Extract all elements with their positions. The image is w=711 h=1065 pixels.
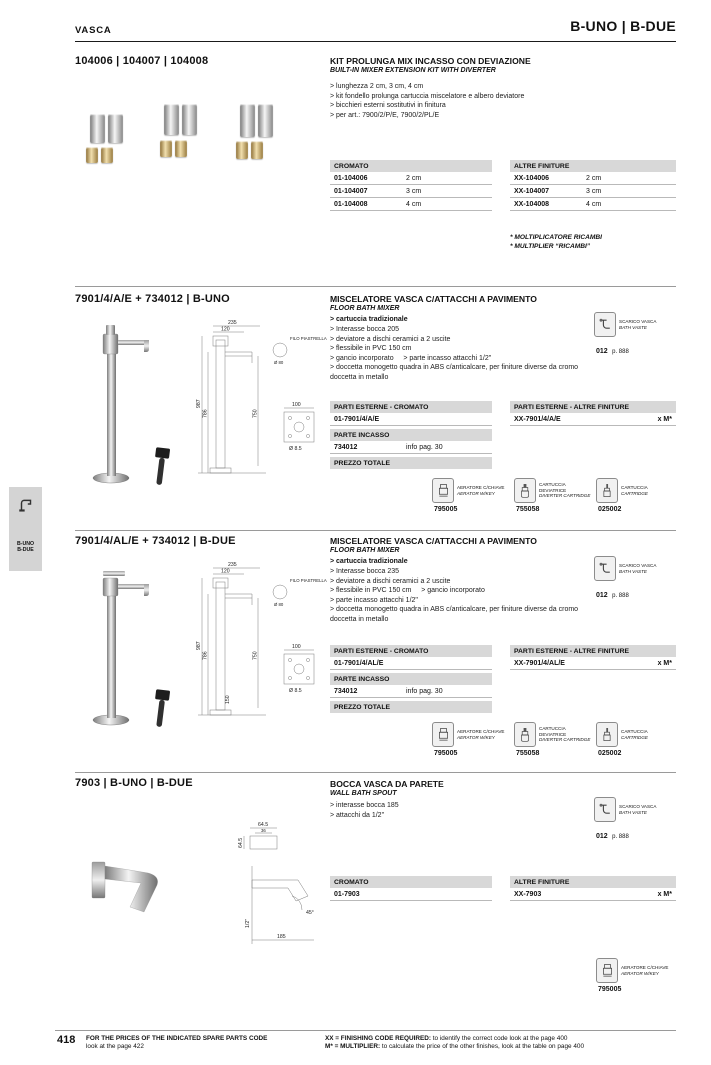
bullet: > kit fondello prolunga cartuccia miscelatore e albero deviatore — [330, 92, 525, 100]
product-code: XX-104008 — [514, 200, 550, 208]
section2-code-heading: 7901/4/A/E + 734012 | B-UNO — [75, 293, 230, 305]
product-code: XX-7901/4/AL/E — [514, 659, 565, 667]
dim-label: 235 — [228, 320, 237, 326]
bath-waste-page: p. 888 — [612, 834, 629, 840]
section4-technical-drawing — [222, 818, 337, 963]
spare-diverter-cartridge — [514, 478, 594, 513]
spare-label-it: AERATORE C/CHIAVE — [621, 965, 669, 970]
bullet: > doccetta monogetto quadra in ABS c/anticalcare, per finiture diverse da cromo doccetta in metallo — [330, 364, 579, 381]
dim-label: 185 — [277, 934, 286, 940]
page-number: 418 — [57, 1034, 76, 1046]
chrome-cylinder — [182, 104, 197, 135]
dim-label: 786 — [202, 651, 209, 660]
note-multiplier-it: * MOLTIPLICATORE RICAMBI — [510, 234, 602, 241]
section1-product-photo — [80, 92, 315, 168]
bullet: > Interasse bocca 205 — [330, 326, 400, 333]
section4-code-heading: 7903 | B-UNO | B-DUE — [75, 777, 193, 789]
product-size: 2 cm — [406, 174, 422, 182]
spare-diverter-cartridge — [514, 722, 594, 757]
table-header-cromato: CROMATO — [330, 160, 492, 172]
spare-cartridge — [596, 722, 676, 757]
spare-code: 795005 — [598, 986, 622, 993]
section1-table-cromato — [330, 160, 492, 211]
section-divider — [75, 530, 676, 531]
table-row — [510, 185, 676, 198]
dim-label: 120 — [221, 326, 230, 333]
section3-table-parti-esterne-altre — [510, 645, 676, 670]
table-row — [510, 888, 676, 901]
bullet: > doccetta monogetto quadra in ABS c/anticalcare, per finiture diverse da cromo doccetta in metallo — [330, 606, 579, 623]
section2-bullets — [330, 325, 588, 383]
aerator-icon — [432, 478, 454, 503]
header-category: VASCA — [75, 25, 112, 36]
bath-waste-page: p. 888 — [612, 349, 629, 355]
wall-spout-image — [84, 846, 199, 931]
dim-label: FILO PIASTRELLA — [290, 578, 327, 583]
dim-label: 750 — [252, 651, 259, 660]
brass-cylinder — [160, 140, 172, 157]
dim-label: Ø 80 — [274, 602, 284, 607]
floor-mixer-image — [82, 306, 192, 496]
section4-table-cromato — [330, 876, 492, 901]
tab-label-2: B-DUE — [17, 547, 34, 554]
product-size: 3 cm — [406, 187, 422, 195]
spare-label-it: AERATORE C/CHIAVE — [457, 729, 505, 734]
table-header: PARTI ESTERNE - ALTRE FINITURE — [510, 401, 676, 413]
table-row — [330, 185, 492, 198]
dim-label: Ø 8.5 — [289, 446, 302, 452]
bath-waste-label-it: SCARICO VASCA — [619, 563, 657, 568]
diverter-cartridge-icon — [514, 722, 536, 747]
section2-table-parte-incasso — [330, 429, 492, 454]
section3-bullets — [330, 567, 588, 625]
dim-label: 786 — [202, 409, 209, 418]
bath-waste-page: p. 888 — [612, 593, 629, 599]
floor-mixer-image — [82, 548, 192, 738]
multiplier-flag: x M* — [657, 890, 672, 898]
bullet: > lunghezza 2 cm, 3 cm, 4 cm — [330, 83, 424, 90]
footer-xx-plain: to identify the correct code look at the page 400 — [431, 1035, 568, 1042]
dim-label: 987 — [196, 399, 202, 408]
section4-bath-waste-ref — [594, 797, 678, 843]
spare-code: 755058 — [516, 750, 540, 757]
section4-table-altre-finiture — [510, 876, 676, 901]
header-series: B-UNO | B-DUE — [570, 18, 676, 34]
spare-label-it: CARTUCCIA — [621, 729, 648, 734]
dim-label: 987 — [196, 641, 202, 650]
chrome-cylinder — [240, 104, 255, 137]
section2-title: MISCELATORE VASCA C/ATTACCHI A PAVIMENTO — [330, 294, 537, 304]
table-row — [330, 198, 492, 211]
table-header: PARTI ESTERNE - CROMATO — [330, 401, 492, 413]
footer-rule — [55, 1030, 676, 1031]
header-rule — [75, 41, 676, 42]
table-row — [510, 198, 676, 211]
spare-code: 795005 — [434, 750, 458, 757]
footer-left-note — [86, 1035, 316, 1052]
section3-product-photo — [82, 548, 192, 743]
product-size: 4 cm — [406, 200, 422, 208]
bullet: > per art.: 7900/2/P/E, 7900/2/PL/E — [330, 111, 440, 119]
diverter-cartridge-icon — [514, 478, 536, 503]
section-divider — [75, 772, 676, 773]
brass-cylinder — [251, 141, 263, 159]
section1-subtitle: BUILT-IN MIXER EXTENSION KIT WITH DIVERTER — [330, 67, 496, 74]
chrome-cylinder — [258, 104, 273, 137]
spare-label-en: CARTRIDGE — [621, 734, 648, 740]
section3-table-parti-esterne-cromato — [330, 645, 492, 670]
brass-cylinder — [101, 147, 113, 163]
section2-table-prezzo-totale — [330, 457, 492, 469]
table-row — [330, 657, 492, 670]
table-header: PREZZO TOTALE — [330, 701, 492, 713]
spare-label-en: AERATOR W/KEY — [621, 970, 659, 976]
note-multiplier-en: * MULTIPLIER “RICAMBI” — [510, 243, 591, 251]
table-row — [330, 888, 492, 901]
dim-label: 100 — [292, 402, 301, 408]
dim-label: 750 — [252, 409, 259, 418]
dim-label: 120 — [221, 568, 230, 575]
bullet: > deviatore a dischi ceramici a 2 uscite — [330, 335, 451, 343]
section3-table-prezzo-totale — [330, 701, 492, 713]
dim-label: Ø 80 — [274, 360, 284, 365]
spare-label-it: CARTUCCIA — [621, 485, 648, 490]
bath-waste-label-en: BATH VASTE — [619, 324, 647, 330]
bullet: > parte incasso attacchi 1/2" — [330, 596, 418, 604]
bullet: > gancio incorporato > parte incasso attacchi 1/2" — [330, 354, 492, 362]
product-code: 734012 — [334, 443, 358, 451]
dim-label: 235 — [228, 562, 237, 568]
table-row — [330, 172, 492, 185]
section1-title: KIT PROLUNGA MIX INCASSO CON DEVIAZIONE — [330, 56, 531, 66]
dim-label: 64.5 — [258, 822, 269, 828]
bath-waste-label-en: BATH VASTE — [619, 568, 647, 574]
section3-title: MISCELATORE VASCA C/ATTACCHI A PAVIMENTO — [330, 536, 537, 546]
bath-waste-code: 012 — [596, 348, 608, 355]
product-code: XX-104007 — [514, 187, 550, 195]
brass-cylinder — [236, 141, 248, 159]
section3-bullet-bold: > cartuccia tradizionale — [330, 558, 408, 565]
product-code: 01-7901/4/A/E — [334, 415, 380, 423]
cartridge-icon — [596, 722, 618, 747]
bath-waste-icon — [594, 797, 616, 822]
product-size: 4 cm — [586, 200, 602, 208]
aerator-icon — [432, 722, 454, 747]
section1-notes — [510, 233, 676, 252]
section2-subtitle: FLOOR BATH MIXER — [330, 305, 400, 312]
section3-technical-drawing — [196, 558, 336, 738]
section1-bullets — [330, 82, 674, 120]
bath-waste-label-it: SCARICO VASCA — [619, 319, 657, 324]
aerator-icon — [596, 958, 618, 983]
dim-label: 64.5 — [238, 837, 244, 848]
chrome-cylinder — [90, 114, 105, 143]
product-code: 01-104007 — [334, 187, 368, 195]
tab-label-1: B-UNO — [16, 541, 34, 547]
spare-label-en: AERATOR W/KEY — [457, 490, 495, 496]
section-divider — [75, 286, 676, 287]
spare-label-en: AERATOR W/KEY — [457, 734, 495, 740]
spare-label-it: AERATORE C/CHIAVE — [457, 485, 505, 490]
product-code: XX-104006 — [514, 174, 550, 182]
bullet: > attacchi da 1/2" — [330, 811, 385, 819]
hand-shower-image — [152, 689, 170, 727]
product-code: XX-7903 — [514, 890, 542, 898]
table-header-altre: ALTRE FINITURE — [510, 160, 676, 172]
chrome-cylinder — [108, 114, 123, 143]
footer-left-bold: FOR THE PRICES OF THE INDICATED SPARE PARTS CODE — [86, 1035, 268, 1042]
thumb-index-tab — [9, 487, 42, 571]
table-row — [510, 172, 676, 185]
spare-label-it2: DEVIATRICE — [539, 487, 567, 493]
product-size: 3 cm — [586, 187, 602, 195]
footer-right-note — [325, 1035, 685, 1052]
chrome-cylinder — [164, 104, 179, 135]
spare-aerator — [432, 722, 512, 757]
product-size: 2 cm — [586, 174, 602, 182]
product-code: 01-7901/4/AL/E — [334, 659, 384, 667]
dim-label: 45° — [306, 910, 314, 916]
faucet-icon — [17, 495, 35, 513]
table-row — [330, 413, 492, 426]
bullet: > interasse bocca 185 — [330, 802, 399, 809]
section1-code-heading: 104006 | 104007 | 104008 — [75, 55, 209, 67]
section1-table-altre-finiture — [510, 160, 676, 211]
dim-label: FILO PIASTRELLA — [290, 336, 327, 341]
bullet: > flessibile in PVC 150 cm > gancio incorporato — [330, 587, 485, 595]
section2-technical-drawing — [196, 316, 336, 496]
section2-bath-waste-ref — [594, 312, 678, 358]
brass-cylinder — [86, 147, 98, 163]
spare-code: 025002 — [598, 506, 622, 513]
section2-table-parti-esterne-altre — [510, 401, 676, 426]
section4-subtitle: WALL BATH SPOUT — [330, 790, 397, 797]
bath-waste-icon — [594, 312, 616, 337]
dim-label: 1/2" — [245, 918, 251, 928]
bath-waste-icon — [594, 556, 616, 581]
spare-label-it2: DEVIATRICE — [539, 731, 567, 737]
brass-cylinder — [175, 140, 187, 157]
dim-label: 150 — [225, 695, 231, 704]
bullet: > deviatore a dischi ceramici a 2 uscite — [330, 577, 451, 585]
bath-waste-code: 012 — [596, 833, 608, 840]
table-row — [510, 657, 676, 670]
section3-table-parte-incasso — [330, 673, 492, 698]
product-code: 734012 — [334, 687, 358, 695]
section3-code-heading: 7901/4/AL/E + 734012 | B-DUE — [75, 535, 236, 547]
section2-table-parti-esterne-cromato — [330, 401, 492, 426]
dim-label: 100 — [292, 644, 301, 650]
cartridge-icon — [596, 478, 618, 503]
product-code: XX-7901/4/A/E — [514, 415, 561, 423]
spare-code: 795005 — [434, 506, 458, 513]
footer-left-plain: look at the page 422 — [86, 1043, 144, 1051]
footer-m-bold: M* = MULTIPLIER: — [325, 1043, 381, 1051]
multiplier-flag: x M* — [657, 659, 672, 667]
spare-label-en: DIVERTER CARTRIDGE — [539, 493, 591, 499]
bullet: > flessibile in PVC 150 cm — [330, 345, 412, 353]
dim-label: 36 — [261, 828, 266, 833]
dim-label: Ø 8.5 — [289, 688, 302, 694]
bath-waste-label-en: BATH VASTE — [619, 809, 647, 815]
bullet: > bicchieri esterni sostitutivi in finitura — [330, 102, 446, 110]
table-row — [510, 413, 676, 426]
footer-xx-bold: XX = FINISHING CODE REQUIRED: — [325, 1035, 431, 1042]
footer-m-line — [325, 1043, 685, 1051]
section2-bullet-bold: > cartuccia tradizionale — [330, 316, 408, 323]
section3-bath-waste-ref — [594, 556, 678, 602]
section2-product-photo — [82, 306, 192, 501]
section4-title: BOCCA VASCA DA PARETE — [330, 779, 444, 789]
section4-bullets — [330, 801, 588, 820]
section4-product-photo — [84, 846, 199, 936]
spare-label-en: DIVERTER CARTRIDGE — [539, 737, 591, 743]
footer-m-plain: to calculate the price of the other finishes, look at the table on page 400 — [380, 1043, 585, 1051]
product-code: 01-104008 — [334, 200, 368, 208]
spare-cartridge — [596, 478, 676, 513]
table-header: PARTI ESTERNE - CROMATO — [330, 645, 492, 657]
spare-label-en: CARTRIDGE — [621, 490, 648, 496]
spare-label-it: CARTUCCIA — [539, 726, 566, 731]
info-ref: info pag. 30 — [406, 687, 443, 695]
bath-waste-code: 012 — [596, 592, 608, 599]
table-header: PARTE INCASSO — [330, 429, 492, 441]
table-row — [330, 685, 492, 698]
section3-subtitle: FLOOR BATH MIXER — [330, 547, 400, 554]
table-header: PREZZO TOTALE — [330, 457, 492, 469]
spare-label-it: CARTUCCIA — [539, 482, 566, 487]
multiplier-flag: x M* — [657, 415, 672, 423]
spare-code: 755058 — [516, 506, 540, 513]
table-header: CROMATO — [330, 876, 492, 888]
product-code: 01-7903 — [334, 890, 360, 898]
table-header: PARTI ESTERNE - ALTRE FINITURE — [510, 645, 676, 657]
table-row — [330, 441, 492, 454]
table-header: ALTRE FINITURE — [510, 876, 676, 888]
spare-code: 025002 — [598, 750, 622, 757]
hand-shower-image — [152, 447, 170, 485]
spare-aerator — [432, 478, 512, 513]
product-code: 01-104006 — [334, 174, 368, 182]
table-header: PARTE INCASSO — [330, 673, 492, 685]
info-ref: info pag. 30 — [406, 443, 443, 451]
spare-aerator — [596, 958, 676, 993]
bullet: > Interasse bocca 235 — [330, 568, 400, 575]
bath-waste-label-it: SCARICO VASCA — [619, 804, 657, 809]
footer-xx-line — [325, 1035, 685, 1043]
